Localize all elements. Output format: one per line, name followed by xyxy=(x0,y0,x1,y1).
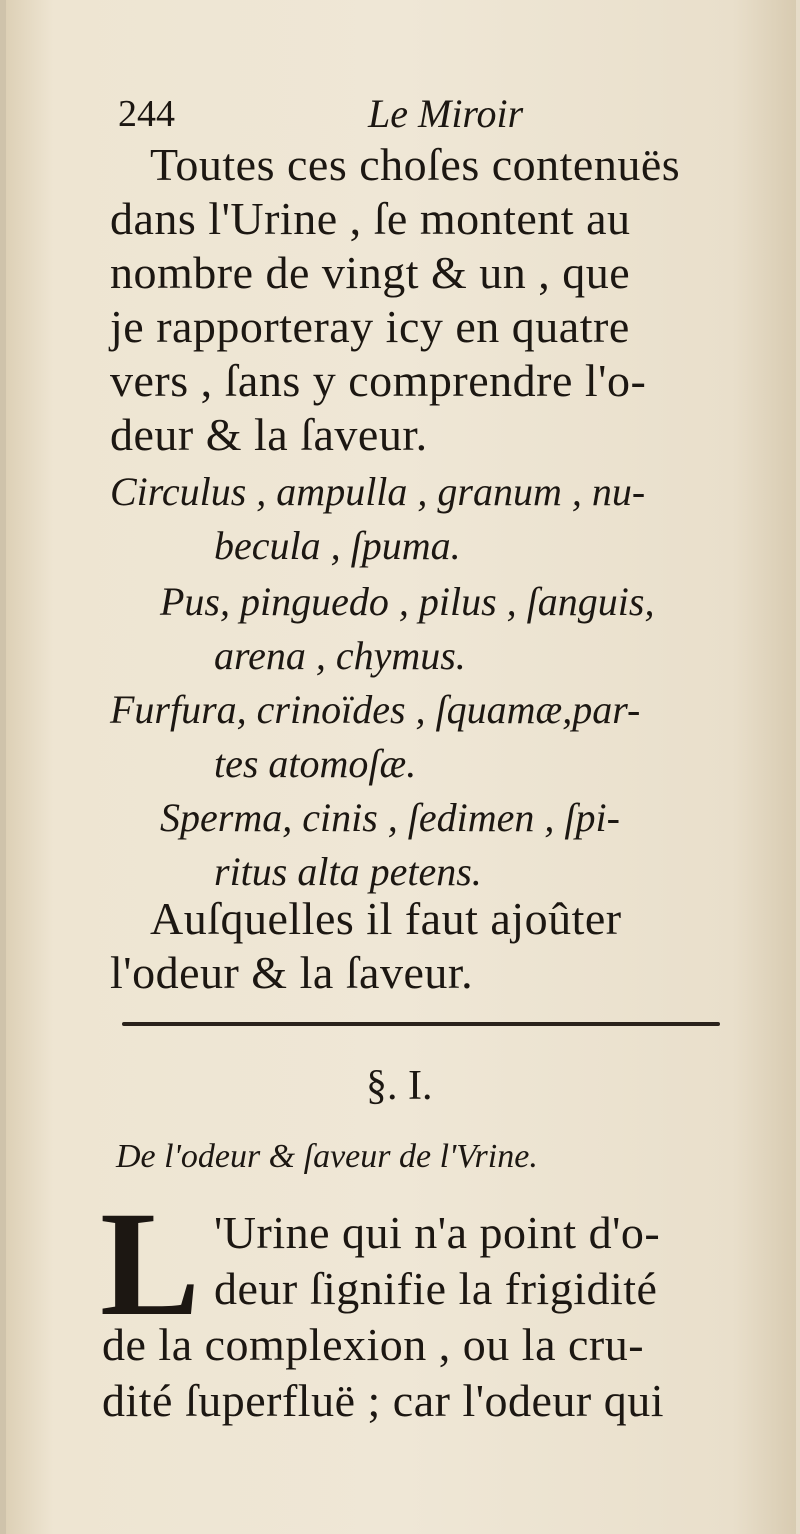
text-line: dité ſuperfluë ; car l'odeur qui xyxy=(102,1375,665,1426)
text-line: dans l'Urine , ſe montent au xyxy=(110,193,631,244)
text-line: Auſquelles il faut ajoûter xyxy=(150,893,622,944)
section-number: §. I. xyxy=(366,1063,433,1109)
text-line: l'odeur & la ſaveur. xyxy=(110,947,474,998)
text-line: je rapporteray icy en quatre xyxy=(110,301,630,352)
text-line: vers , ſans y comprendre l'o- xyxy=(110,355,647,406)
section-divider xyxy=(122,1022,720,1026)
verse-line: Pus, pinguedo , pilus , ſanguis, xyxy=(160,579,655,624)
verse-line: arena , chymus. xyxy=(214,633,466,678)
verse-line: Sperma, cinis , ſedimen , ſpi- xyxy=(160,795,620,840)
text-line: de la complexion , ou la cru- xyxy=(102,1319,645,1370)
section-title: De l'odeur & ſaveur de l'Vrine. xyxy=(116,1138,538,1175)
verse-line: Circulus , ampulla , granum , nu- xyxy=(110,469,646,514)
verse-line: tes atomoſæ. xyxy=(214,741,417,786)
text-line: deur ſignifie la frigidité xyxy=(214,1263,658,1314)
drop-cap: L xyxy=(100,1181,201,1347)
verse-line: becula , ſpuma. xyxy=(214,523,461,568)
verse-line: Furfura, crinoïdes , ſquamæ,par- xyxy=(110,687,641,732)
verse-line: ritus alta petens. xyxy=(214,849,482,894)
page-number: 244 xyxy=(118,93,175,135)
text-line: nombre de vingt & un , que xyxy=(110,247,631,298)
text-line: Toutes ces choſes contenuës xyxy=(150,139,681,190)
text-line: deur & la ſaveur. xyxy=(110,409,428,460)
running-title: Le Miroir xyxy=(368,91,524,136)
text-line: 'Urine qui n'a point d'o- xyxy=(214,1207,661,1258)
